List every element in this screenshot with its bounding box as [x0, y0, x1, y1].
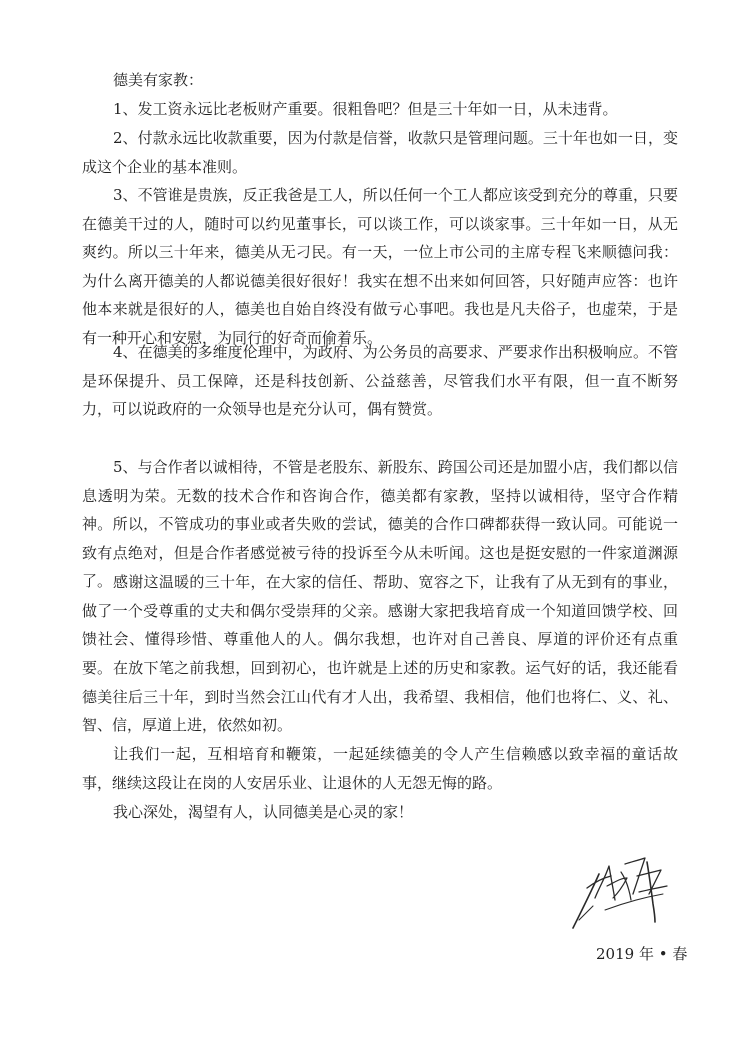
- paragraph-4: 4、在德美的多维度伦理中，为政府、为公务员的高要求、严要求作出积极响应。不管是环保提升、员工保障，还是科技创新、公益慈善，尽管我们水平有限，但一直不断努力，可以说政府的一众领导也是充分认可，偶有赞赏。: [82, 343, 678, 419]
- paragraph-2: 2、付款永远比收款重要，因为付款是信誉，收款只是管理问题。三十年也如一日，变成这个企业的基本准则。: [82, 129, 678, 176]
- paragraph-7: 在放下笔之前我想，回到初心，也许就是上述的历史和家教。运气好的话，我还能看德美往后三十年，到时当然会江山代有才人出，我希望、我相信，他们也将仁、义、礼、智、信，厚道上进，依然如初。: [82, 659, 678, 735]
- paragraph-1: 1、发工资永远比老板财产重要。很粗鲁吧？但是三十年如一日，从未违背。: [113, 100, 618, 118]
- letter-greeting: 德美有家教：: [113, 71, 204, 89]
- signature-date: 2019 年 • 春: [596, 945, 688, 963]
- paragraph-5: 5、与合作者以诚相待，不管是老股东、新股东、跨国公司还是加盟小店，我们都以信息透明为荣。无数的技术合作和咨询合作，德美都有家教，坚持以诚相待，坚守合作精神。所以，不管成功的事业或者失败的尝试，德美的合作口碑都获得一致认同。可能说一致有点绝对，但是合作者感觉被亏待的投诉至今从未听闻。这也是挺安慰的一件家道渊源了。: [82, 458, 678, 591]
- paragraph-9: 我心深处，渴望有人，认同德美是心灵的家！: [113, 803, 414, 821]
- handwritten-signature: [565, 848, 675, 933]
- paragraph-6: 感谢这温暖的三十年，在大家的信任、帮助、宽容之下，让我有了从无到有的事业，做了一个受尊重的丈夫和偶尔受崇拜的父亲。感谢大家把我培育成一个知道回馈学校、回馈社会、懂得珍惜、尊重他人的人。偶尔我想，也许对自己善良、厚道的评价还有点重要。: [82, 573, 678, 677]
- paragraph-8: 让我们一起，互相培育和鞭策，一起延续德美的令人产生信赖感以致幸福的童话故事，继续这段让在岗的人安居乐业、让退休的人无怨无悔的路。: [82, 745, 678, 792]
- paragraph-3: 3、不管谁是贵族，反正我爸是工人，所以任何一个工人都应该受到充分的尊重，只要在德美干过的人，随时可以约见董事长，可以谈工作，可以谈家事。三十年如一日，从无爽约。所以三十年来，德美从无刁民。有一天，一位上市公司的主席专程飞来顺德问我：为什么离开德美的人都说德美很好很好！我实在想不出来如何回答，只好随声应答：也许他本来就是很好的人，德美也自始自终没有做亏心事吧。我也是凡夫俗子，也虚荣，于是有一种开心和安慰，为同行的好奇而偷着乐。: [82, 186, 678, 347]
